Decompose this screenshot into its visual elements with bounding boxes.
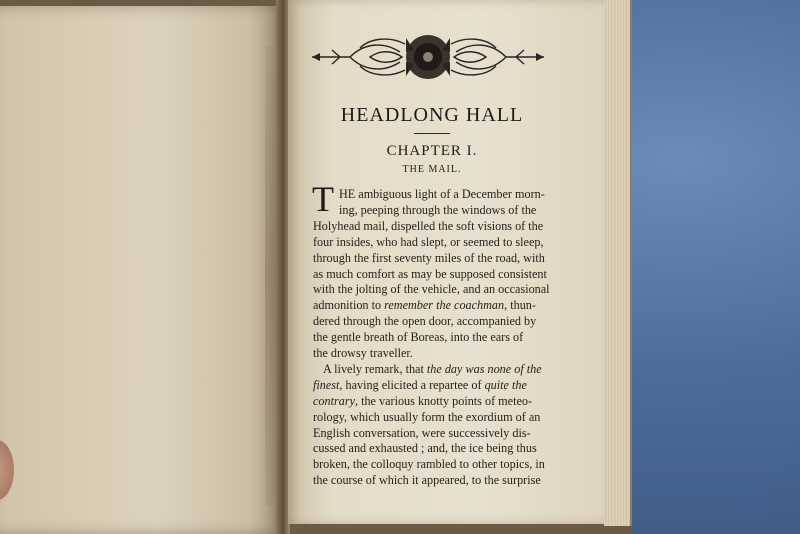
title-rule [414,133,450,134]
text-run: dered through the open door, accompanied by [313,314,537,329]
text-line [313,377,569,393]
text-run: cussed and exhausted ; and, the ice being thus [313,441,537,456]
text-line [313,440,569,456]
text-line [323,361,569,377]
italic-run: remember the coachman [384,298,505,313]
text-run: Holyhead mail, dispelled the soft visions of the [313,218,544,233]
text-line [339,202,569,218]
italic-run: the day was none of the [426,361,542,376]
text-line [339,186,569,202]
page-edges [604,0,632,526]
text-line [313,425,569,441]
text-run: admonition to [313,298,385,313]
text-line [313,409,569,425]
italic-run: finest [313,377,340,392]
text-run: A lively remark, that [323,361,427,376]
text-line [313,393,569,409]
drop-cap: T [312,179,334,219]
text-run: as much comfort as may be supposed consistent [313,266,547,281]
text-run: the drowsy traveller. [313,346,413,360]
text-line [313,218,569,234]
text-run: , thun- [504,298,536,313]
text-line [313,297,569,313]
text-line [313,456,569,472]
text-run: the gentle breath of Boreas, into the ears of [313,330,524,345]
text-line [313,345,569,361]
italic-run: quite the [484,377,527,392]
text-run: through the first seventy miles of the road, with [313,250,545,265]
headpiece-ornament-icon [310,30,546,84]
text-run: the course of which it appeared, to the surprise [313,473,541,488]
text-run: with the jolting of the vehicle, and an occasional [313,282,550,297]
book-title: HEADLONG HALL [340,104,524,126]
text-run: English conversation, were successively dis- [313,425,531,440]
chapter-subtitle: THE MAIL. [402,164,462,175]
text-line [313,234,569,250]
chapter-heading: CHAPTER I. [386,143,478,159]
text-line [313,313,569,329]
left-page-blank [0,6,282,534]
text-run: , having elicited a repartee of [339,377,485,392]
text-run: , the various knotty points of meteo- [354,393,533,408]
text-run: four insides, who had slept, or seemed to sleep, [313,234,544,249]
text-line [313,281,569,297]
text-run: rology, which usually form the exordium of an [313,409,541,424]
text-line [313,250,569,266]
text-line [313,472,569,488]
italic-run: contrary [313,393,355,408]
text-run: broken, the colloquy rambled to other topics, in [313,457,545,472]
text-run: ing, peeping through the windows of the [339,202,537,217]
text-line [313,266,569,282]
text-line [313,329,569,345]
text-run: HE ambiguous light of a December morn- [339,187,545,201]
